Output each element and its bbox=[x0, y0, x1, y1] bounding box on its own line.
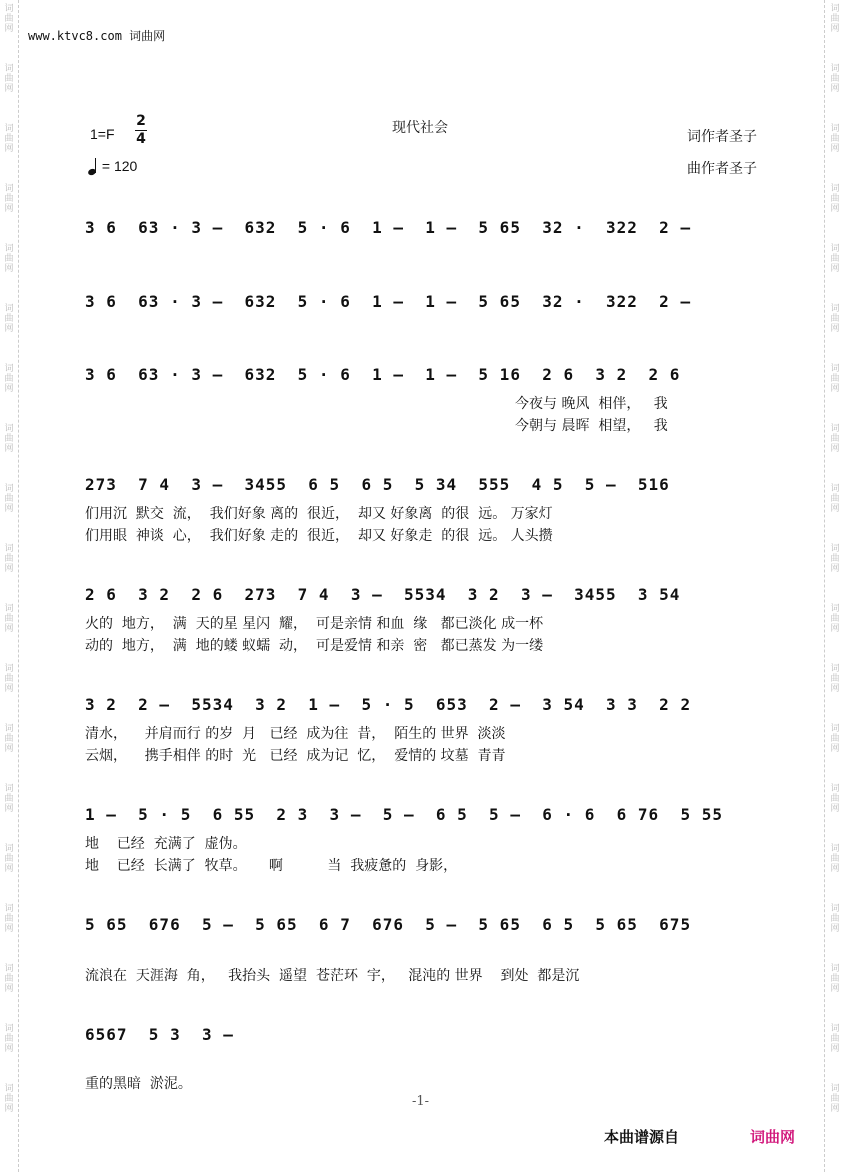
source-label: 本曲谱源自 bbox=[604, 1128, 680, 1146]
watermark-glyph: 词 曲 网 bbox=[830, 364, 840, 394]
notation-line: 3 6 63 · 3 – 632 5 · 6 1 – 1 – 5 65 32 · 322 2 – bbox=[85, 292, 692, 311]
lyric-verse-1: 今夜与 晚风 相伴， 我 bbox=[515, 396, 668, 412]
lyric-verse-2: 地 已经 长满了 牧草。 啊 当 我疲惫的 身影， bbox=[85, 858, 458, 874]
watermark-glyph: 词 曲 网 bbox=[830, 304, 840, 334]
watermark-glyph: 词 曲 网 bbox=[4, 1024, 14, 1054]
lyric-verse-1: 重的黑暗 淤泥。 bbox=[85, 1076, 192, 1092]
watermark-glyph: 词 曲 网 bbox=[4, 544, 14, 574]
brand-logo[interactable]: 词曲网 bbox=[750, 1128, 796, 1146]
watermark-glyph: 词 曲 网 bbox=[830, 1084, 840, 1114]
notation-line: 273 7 4 3 – 3455 6 5 6 5 5 34 555 4 5 5 – 516 bbox=[85, 475, 670, 494]
time-signature bbox=[135, 114, 147, 147]
quarter-note-icon bbox=[88, 158, 98, 176]
watermark-glyph: 词 曲 网 bbox=[830, 544, 840, 574]
watermark-glyph: 词 曲 网 bbox=[4, 784, 14, 814]
tempo-mark bbox=[88, 158, 137, 176]
tempo-value: = 120 bbox=[101, 158, 138, 174]
watermark-glyph: 词 曲 网 bbox=[830, 64, 840, 94]
watermark-glyph: 词 曲 网 bbox=[4, 124, 14, 154]
key-signature: 1=F bbox=[90, 126, 115, 142]
lyric-verse-2: 们用眼 神谈 心， 我们好象 走的 很近， 却又 好象走 的很 远。 人头攒 bbox=[85, 528, 553, 544]
watermark-glyph: 词 曲 网 bbox=[4, 4, 14, 34]
watermark-glyph: 词 曲 网 bbox=[4, 244, 14, 274]
watermark-glyph: 词 曲 网 bbox=[830, 4, 840, 34]
notation-line: 3 6 63 · 3 – 632 5 · 6 1 – 1 – 5 65 32 · 322 2 – bbox=[85, 218, 692, 237]
watermark-glyph: 词 曲 网 bbox=[830, 244, 840, 274]
lyric-verse-1: 们用沉 默交 流， 我们好象 离的 很近， 却又 好象离 的很 远。 万家灯 bbox=[85, 506, 553, 522]
watermark-glyph: 词 曲 网 bbox=[830, 124, 840, 154]
notation-line: 2 6 3 2 2 6 273 7 4 3 – 5534 3 2 3 – 3455 3 54 bbox=[85, 585, 681, 604]
watermark-glyph: 词 曲 网 bbox=[4, 424, 14, 454]
watermark-glyph: 词 曲 网 bbox=[4, 904, 14, 934]
watermark-glyph: 词 曲 网 bbox=[4, 664, 14, 694]
watermark-glyph: 词 曲 网 bbox=[4, 724, 14, 754]
watermark-glyph: 词 曲 网 bbox=[830, 664, 840, 694]
watermark-glyph: 词 曲 网 bbox=[4, 484, 14, 514]
watermark-glyph: 词 曲 网 bbox=[4, 1084, 14, 1114]
right-watermark-strip bbox=[824, 0, 843, 1172]
watermark-glyph: 词 曲 网 bbox=[830, 484, 840, 514]
lyric-verse-2: 云烟， 携手相伴 的时 光 已经 成为记 忆， 爱情的 坟墓 青青 bbox=[85, 748, 506, 764]
watermark-glyph: 词 曲 网 bbox=[4, 964, 14, 994]
lyric-verse-2: 今朝与 晨晖 相望， 我 bbox=[515, 418, 668, 434]
watermark-glyph: 词 曲 网 bbox=[4, 844, 14, 874]
watermark-glyph: 词 曲 网 bbox=[830, 904, 840, 934]
meter-bottom: 4 bbox=[136, 131, 146, 147]
lyric-verse-1: 流浪在 天涯海 角， 我抬头 遥望 苍茫环 宇， 混沌的 世界 到处 都是沉 bbox=[85, 968, 580, 984]
lyric-verse-2: 动的 地方， 满 地的蝼 蚁蠕 动， 可是爱情 和亲 密 都已蒸发 为一缕 bbox=[85, 638, 544, 654]
page-number: -1- bbox=[412, 1094, 430, 1109]
watermark-glyph: 词 曲 网 bbox=[830, 724, 840, 754]
song-title: 现代社会 bbox=[392, 120, 448, 136]
notation-line: 6567 5 3 3 – bbox=[85, 1025, 234, 1044]
watermark-glyph: 词 曲 网 bbox=[830, 604, 840, 634]
watermark-glyph: 词 曲 网 bbox=[4, 604, 14, 634]
notation-line: 3 6 63 · 3 – 632 5 · 6 1 – 1 – 5 16 2 6 3 2 2 6 bbox=[85, 365, 681, 384]
lyric-verse-1: 清水， 并肩而行 的岁 月 已经 成为往 昔， 陌生的 世界 淡淡 bbox=[85, 726, 506, 742]
watermark-glyph: 词 曲 网 bbox=[4, 364, 14, 394]
site-header: www.ktvc8.com 词曲网 bbox=[28, 29, 166, 43]
notation-line: 1 – 5 · 5 6 55 2 3 3 – 5 – 6 5 5 – 6 · 6 6 76 5 55 bbox=[85, 805, 723, 824]
lyric-verse-1: 地 已经 充满了 虚伪。 bbox=[85, 836, 247, 852]
watermark-glyph: 词 曲 网 bbox=[830, 844, 840, 874]
watermark-glyph: 词 曲 网 bbox=[830, 424, 840, 454]
meter-top: 2 bbox=[136, 113, 146, 129]
left-watermark-strip bbox=[0, 0, 19, 1172]
lyric-verse-1: 火的 地方， 满 天的星 星闪 耀， 可是亲情 和血 缘 都已淡化 成一杯 bbox=[85, 616, 544, 632]
notation-line: 5 65 676 5 – 5 65 6 7 676 5 – 5 65 6 5 5 65 675 bbox=[85, 915, 692, 934]
watermark-glyph: 词 曲 网 bbox=[830, 964, 840, 994]
notation-line: 3 2 2 – 5534 3 2 1 – 5 · 5 653 2 – 3 54 3 3 2 2 bbox=[85, 695, 692, 714]
watermark-glyph: 词 曲 网 bbox=[830, 1024, 840, 1054]
watermark-glyph: 词 曲 网 bbox=[4, 304, 14, 334]
composer-credit: 曲作者圣子 bbox=[687, 161, 757, 177]
watermark-glyph: 词 曲 网 bbox=[830, 184, 840, 214]
watermark-glyph: 词 曲 网 bbox=[830, 784, 840, 814]
watermark-glyph: 词 曲 网 bbox=[4, 64, 14, 94]
lyricist-credit: 词作者圣子 bbox=[687, 129, 757, 145]
watermark-glyph: 词 曲 网 bbox=[4, 184, 14, 214]
